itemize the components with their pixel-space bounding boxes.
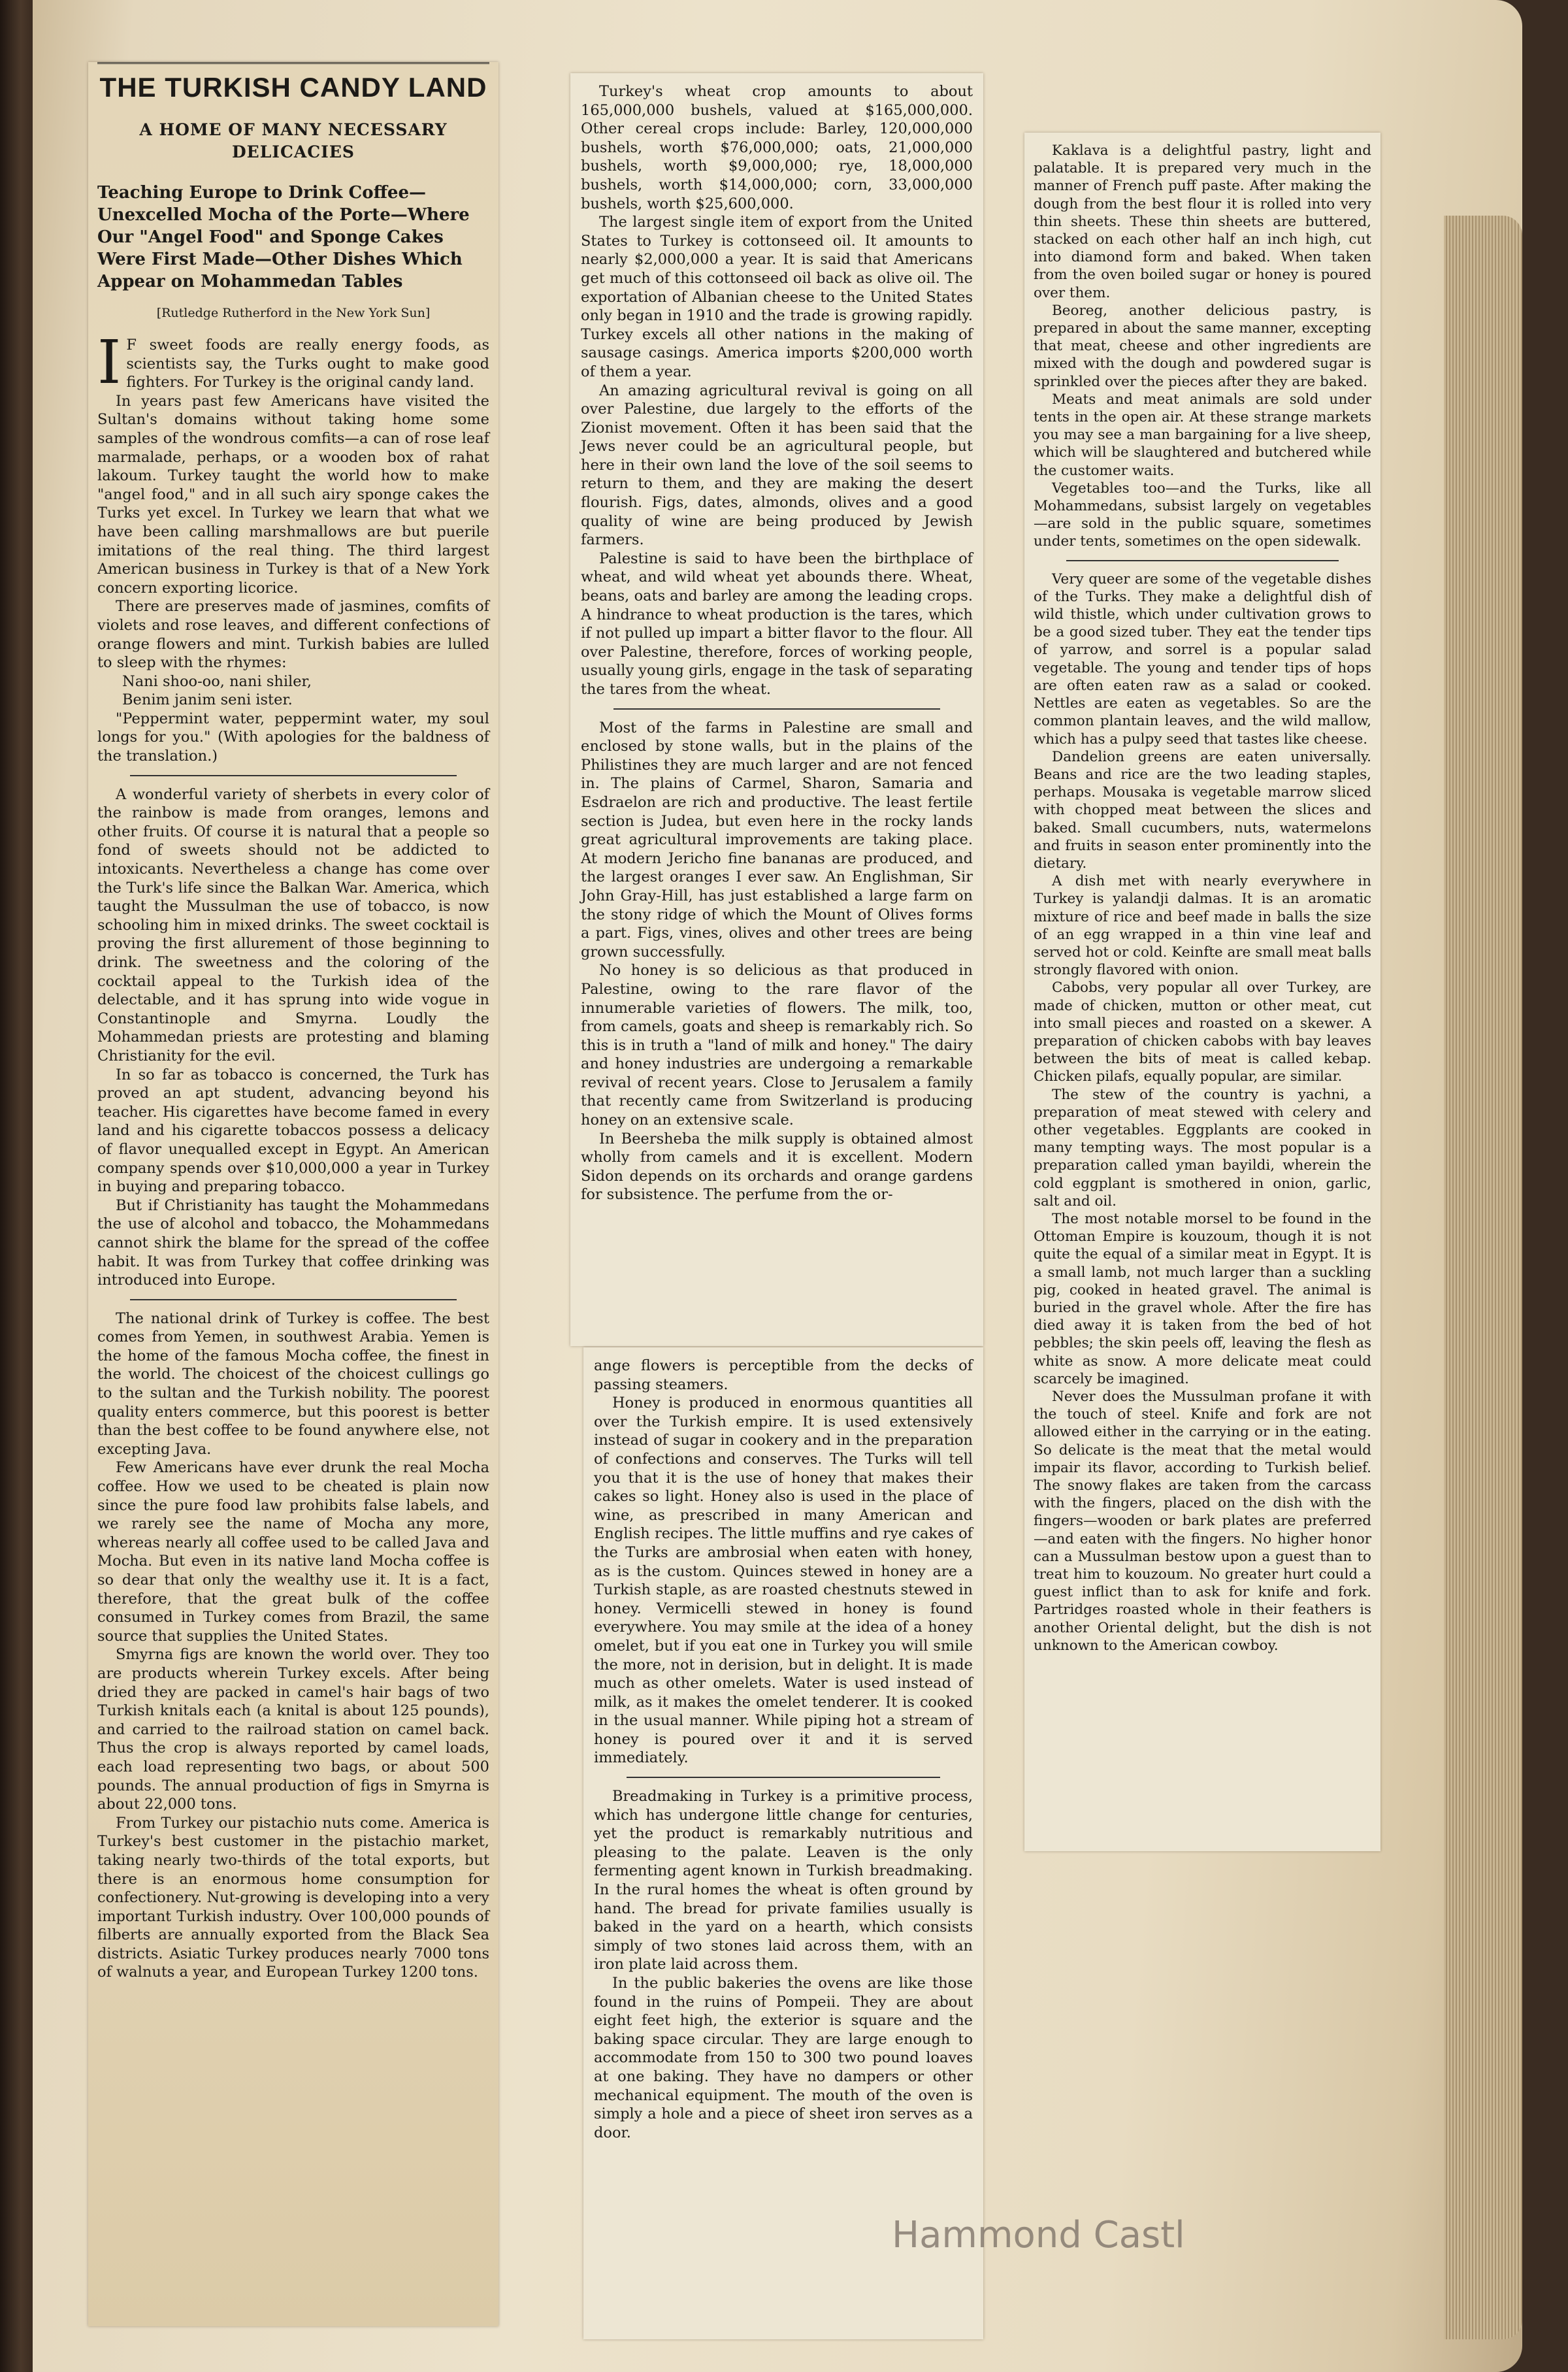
- paragraph: Vegetables too—and the Turks, like all Mohammedans, subsist largely on vegetables—are sold in the public square, sometimes under tents, sometimes on the open sidewalk.: [1034, 480, 1371, 550]
- paragraph: In so far as tobacco is concerned, the Turk has proved an apt student, advancing beyond his teacher. His cigarettes have become famed in every land and his cigarette tobaccos possess a delicacy of flavor unequalled except in Egypt. An American company spends over $10,000,000 a year in Turkey in buying and preparing tobacco.: [97, 1066, 489, 1196]
- article-deck: Teaching Europe to Drink Coffee—Unexcelled Mocha of the Porte—Where Our "Angel Food" and Sponge Cakes Were First Made—Other Dishes Which Appear on Mohammedan Tables: [97, 183, 470, 291]
- paragraph: In years past few Americans have visited the Sultan's domains without taking home some samples of the wondrous comfits—a can of rose leaf marmalade, perhaps, or a wooden box of rahat lakoum. Turkey taught the world how to make "angel food," and in all such airy sponge cakes the Turks yet excel. In Turkey we learn that what we have been calling marshmallows are but puerile imitations of the real thing. The third largest American business in Turkey is that of a New York concern exporting licorice.: [97, 392, 489, 597]
- paragraph: In Beersheba the milk supply is obtained almost wholly from camels and it is excellent. Modern Sidon depends on its orchards and orange gardens for subsistence. The perfume from the or-: [581, 1130, 973, 1204]
- paragraph: Beoreg, another delicious pastry, is prepared in about the same manner, excepting that meat, cheese and other ingredients are mixed with the dough and powdered sugar is sprinkled over the pieces after they are baked.: [1034, 302, 1371, 390]
- paragraph: The largest single item of export from the United States to Turkey is cottonseed oil. It amounts to nearly $2,000,000 a year. It is said that Americans get much of this cottonseed oil back as olive oil. The exportation of Albanian cheese to the United States only began in 1910 and the trade is growing rapidly. Turkey excels all other nations in the making of sausage casings. America imports $200,000 worth of them a year.: [581, 214, 973, 380]
- section-rule: [1066, 560, 1339, 561]
- drop-cap: I: [97, 327, 122, 397]
- section-rule: [130, 775, 457, 776]
- paragraph: Most of the farms in Palestine are small and enclosed by stone walls, but in the plains of the Philistines they are much larger and are not fenced in. The plains of Carmel, Sharon, Samaria and Esdraelon are rich and productive. The least fertile section is Judea, but even here in the rocky lands great agricultural improvements are taking place. At modern Jericho fine bananas are produced, and the largest oranges I ever saw. An Englishman, Sir John Gray-Hill, has just established a large farm on the stony ridge of which the Mount of Olives forms a part. Figs, vines, olives and other trees are being grown successfully.: [581, 719, 973, 961]
- paragraph: Cabobs, very popular all over Turkey, are made of chicken, mutton or other meat, cut into small pieces and roasted on a skewer. A preparation of chicken cabobs with bay leaves between the bits of meat is called kebap. Chicken pilafs, equally popular, are similar.: [1034, 980, 1371, 1085]
- paragraph: A dish met with nearly everywhere in Turkey is yalandji dalmas. It is an aromatic mixture of rice and beef made in balls the size of an egg wrapped in a thin vine leaf and served hot or cold. Keinfte are small meat balls strongly flavored with onion.: [1034, 873, 1371, 979]
- page-edges: [1444, 216, 1522, 2339]
- column-1-text: [97, 327, 489, 1982]
- paragraph: Never does the Mussulman profane it with the touch of steel. Knife and fork are not allowed either in the carrying or in the eating. So delicate is the meat that the metal would impair its flavor, according to Turkish belief. The snowy flakes are taken from the carcass with the fingers, placed on the dish with the fingers—wooden or bark plates are preferred—and eaten with the fingers. No higher honor can a Mussulman bestow upon a guest than to treat him to kouzoum. No greater hurt could a guest inflict than to ask for knife and fork. Partridges roasted whole in their feathers is another Oriental delight, but the dish is not unknown to the American cowboy.: [1034, 1389, 1371, 1654]
- paragraph: A wonderful variety of sherbets in every color of the rainbow is made from oranges, lemons and other fruits. Of course it is natural that a people so fond of sweets should not be addicted to intoxicants. Nevertheless a change has come over the Turk's life since the Balkan War. America, which taught the Mussulman the use of tobacco, is now schooling him in mixed drinks. The sweet cocktail is proving the first allurement of those beginning to drink. The sweetness and the coloring of the cocktail appeal to the Turkish idea of the delectable, and it has sprung into wide vogue in Constantinople and Smyrna. Loudly the Mohammedan priests are protesting and blaming Christianity for the evil.: [97, 785, 489, 1064]
- section-rule: [130, 1299, 457, 1300]
- paragraph: Palestine is said to have been the birthplace of wheat, and wild wheat yet abounds there. Wheat, beans, oats and barley are among the leading crops. A hindrance to wheat production is the tares, which if not pulled up impart a bitter flavor to the flour. All over Palestine, therefore, forces of working people, usually young girls, engage in the task of separating the tares from the wheat.: [581, 550, 973, 698]
- clipping-column-1: [88, 62, 498, 2326]
- paragraph: Kaklava is a delightful pastry, light and palatable. It is prepared very much in the manner of French puff paste. After making the dough from the best flour it is rolled into very thin sheets. These thin sheets are buttered, stacked on each other half an inch high, cut into diamond form and baked. When taken from the oven boiled sugar or honey is poured over them.: [1034, 142, 1371, 301]
- paragraph: But if Christianity has taught the Mohammedans the use of alcohol and tobacco, the Mohammedans cannot shirk the blame for the spread of the coffee habit. It was from Turkey that coffee drinking was introduced into Europe.: [97, 1196, 489, 1289]
- clipping-column-2-top: [570, 73, 983, 1346]
- section-rule: [613, 708, 940, 710]
- paragraph: Breadmaking in Turkey is a primitive process, which has undergone little change for centuries, yet the product is remarkably nutritious and pleasing to the palate. Leaven is the only fermenting agent known in Turkish breadmaking. In the rural homes the wheat is often ground by hand. The bread for private families usually is baked in the yard on a hearth, which consists simply of two stones laid across them, with an iron plate laid across them.: [594, 1788, 973, 1973]
- paragraph: There are preserves made of jasmines, comfits of violets and rose leaves, and different confections of orange flowers and mint. Turkish babies are lulled to sleep with the rhymes:: [97, 598, 489, 672]
- paragraph: Dandelion greens are eaten universally. Beans and rice are the two leading staples, perhaps. Mousaka is vegetable marrow sliced with chopped meat between the slices and baked. Small cucumbers, nuts, watermelons and fruits in season enter prominently into the dietary.: [1034, 748, 1371, 872]
- clipping-column-3: [1024, 133, 1380, 1851]
- paragraph: The national drink of Turkey is coffee. The best comes from Yemen, in southwest Arabia. Yemen is the home of the famous Mocha coffee, the finest in the world. The choicest of the choicest cullings go to the sultan and the Turkish nobility. The poorest quality enters commerce, but this poorest is better than the best coffee to be found anywhere else, not excepting Java.: [97, 1310, 489, 1458]
- paragraph: The stew of the country is yachni, a preparation of meat stewed with celery and other vegetables. Eggplants are cooked in many tempting ways. The most popular is a preparation called yman bayildi, wherein the cold eggplant is smothered in onion, garlic, salt and oil.: [1034, 1086, 1371, 1210]
- article-subhead: A HOME OF MANY NECESSARY DELICACIES: [139, 120, 448, 161]
- column-2-bottom-text: [594, 1357, 973, 2142]
- paragraph: F sweet foods are really energy foods, as scientists say, the Turks ought to make good fighters. For Turkey is the original candy land.: [126, 337, 489, 391]
- paragraph: Very queer are some of the vegetable dishes of the Turks. They make a delightful dish of wild thistle, which under cultivation grows to be a good sized tuber. They eat the tender tips of yarrow, and sorrel is a popular salad vegetable. The young and tender tips of hops are often eaten raw as a salad or cooked. Nettles are eaten as vegetables. So are the common plantain leaves, and the wild mallow, which has a pulpy seed that tastes like cheese.: [1034, 570, 1371, 748]
- paragraph: ange flowers is perceptible from the decks of passing steamers.: [594, 1357, 973, 1393]
- rhyme-line: Nani shoo-oo, nani shiler,: [122, 672, 312, 690]
- paragraph: From Turkey our pistachio nuts come. America is Turkey's best customer in the pistachio market, taking nearly two-thirds of the total exports, but there is an enormous home consumption for confectionery. Nut-growing is developing into a very important Turkish industry. Over 100,000 pounds of filberts are annually exported from the Black Sea districts. Asiatic Turkey produces nearly 7000 tons of walnuts a year, and European Turkey 1200 tons.: [97, 1814, 489, 1981]
- article-headline: THE TURKISH CANDY LAND: [97, 62, 489, 103]
- paragraph: No honey is so delicious as that produced in Palestine, owing to the rare flavor of the innumerable varieties of flowers. The milk, too, from camels, goats and sheep is remarkably rich. So this is in truth a "land of milk and honey." The dairy and honey industries are undergoing a remarkable revival of recent years. Close to Jerusalem a family that recently came from Switzerland is producing honey on an extensive scale.: [581, 962, 973, 1129]
- column-2-top-text: [581, 82, 973, 1204]
- paragraph: An amazing agricultural revival is going on all over Palestine, due largely to the efforts of the Zionist movement. Often it has been said that the Jews never could be an agricultural people, but here in their own land the love of the soil seems to return to them, and they are making the desert flourish. Figs, dates, almonds, olives and a good quality of wine are being produced by Jewish farmers.: [581, 382, 973, 549]
- rhyme-line: Benim janim seni ister.: [122, 691, 293, 709]
- paragraph: Turkey's wheat crop amounts to about 165,000,000 bushels, valued at $165,000,000. Other cereal crops include: Barley, 120,000,000 bushels, worth $76,000,000; oats, 21,000,000 bushels, worth $9,000,000; rye, 18,000,000 bushels, worth $14,000,000; corn, 33,000,000 bushels, worth $25,600,000.: [581, 83, 973, 212]
- section-rule: [627, 1777, 940, 1778]
- paragraph: Few Americans have ever drunk the real Mocha coffee. How we used to be cheated is plain now since the pure food law prohibits false labels, and we rarely see the name of Mocha any more, whereas nearly all coffee used to be called Java and Mocha. But even in its native land Mocha coffee is so dear that only the wealthy use it. It is a fact, therefore, that the great bulk of the coffee consumed in Turkey comes from Brazil, the same source that supplies the United States.: [97, 1459, 489, 1645]
- article-credit: [Rutledge Rutherford in the New York Sun]: [156, 306, 431, 320]
- watermark: Hammond Castl: [892, 2214, 1185, 2256]
- column-3-text: [1034, 142, 1371, 1655]
- paragraph: Smyrna figs are known the world over. They too are products wherein Turkey excels. After being dried they are packed in camel's hair bags of two Turkish knitals each (a knital is about 125 pounds), and carried to the railroad station on camel back. Thus the crop is always reported by camel loads, each load representing two bags, or about 500 pounds. The annual production of figs in Smyrna is about 22,000 tons.: [97, 1646, 489, 1813]
- paragraph: "Peppermint water, peppermint water, my soul longs for you." (With apologies for the baldness of the translation.): [97, 710, 489, 765]
- paragraph: The most notable morsel to be found in the Ottoman Empire is kouzoum, though it is not quite the equal of a similar meat in Egypt. It is a small lamb, not much larger than a suckling pig, cooked in heated gravel. The animal is buried in the gravel whole. After the fire has died away it is taken from the bed of hot pebbles; the skin peels off, leaving the flesh as white as snow. A more delicate meat could scarcely be imagined.: [1034, 1210, 1371, 1387]
- clipping-column-2-bottom: [583, 1347, 983, 2339]
- paragraph: In the public bakeries the ovens are like those found in the ruins of Pompeii. They are about eight feet high, the exterior is square and the baking space circular. They are large enough to accommodate from 150 to 300 two pound loaves at one baking. They have no dampers or other mechanical equipment. The mouth of the oven is simply a hole and a piece of sheet iron serves as a door.: [594, 1975, 973, 2141]
- paragraph: Meats and meat animals are sold under tents in the open air. At these strange markets you may see a man bargaining for a live sheep, which will be slaughtered and butchered while the customer waits.: [1034, 391, 1371, 479]
- paragraph: Honey is produced in enormous quantities all over the Turkish empire. It is used extensively instead of sugar in cookery and in the preparation of confections and conserves. The Turks will tell you that it is the use of honey that makes their cakes so light. Honey also is used in the place of wine, as prescribed in many American and English recipes. The little muffins and rye cakes of the Turks are ambrosial when eaten with honey, as is the custom. Quinces stewed in honey are a Turkish staple, as are roasted chestnuts stewed in honey. Vermicelli stewed in honey is found everywhere. You may smile at the idea of a honey omelet, but if you eat one in Turkey you will smile the more, not in derision, but in delight. It is made much as other omelets. Water is used instead of milk, as it makes the omelet tenderer. It is cooked in the usual manner. While piping hot a stream of honey is poured over it and it is served immediately.: [594, 1394, 973, 1767]
